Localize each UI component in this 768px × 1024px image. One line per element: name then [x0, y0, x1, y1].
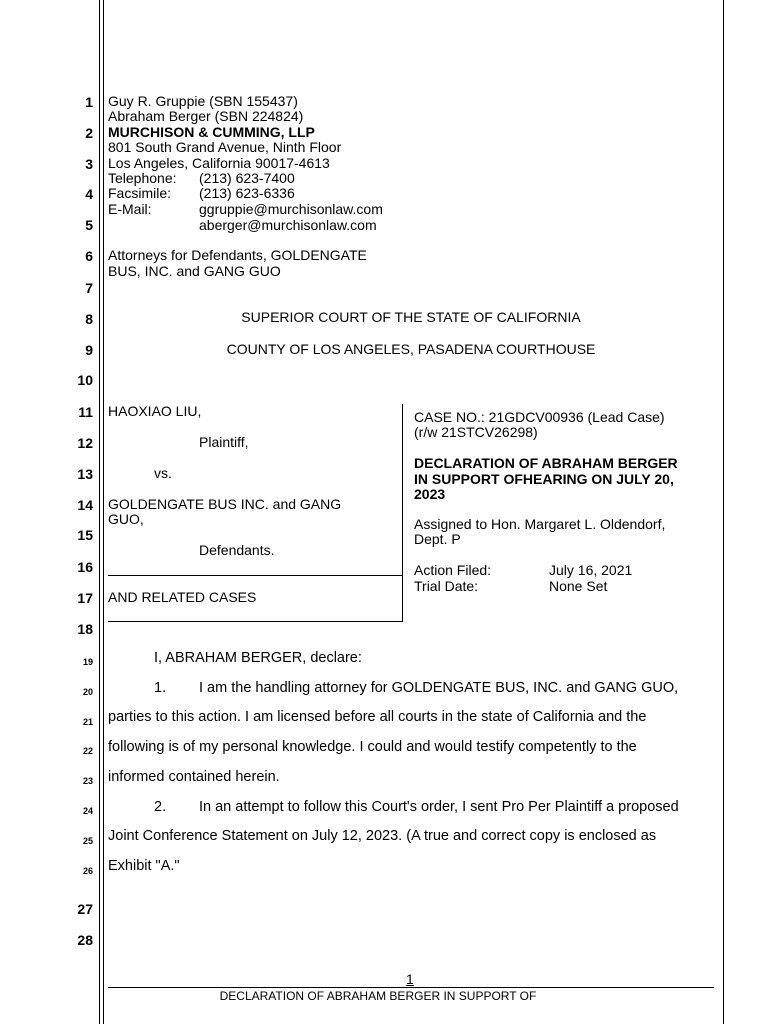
line-number: 15 [77, 527, 93, 543]
line-number: 5 [85, 217, 93, 233]
line-number: 17 [77, 590, 93, 606]
line-number: 21 [82, 717, 93, 727]
line-number: 1 [85, 94, 93, 110]
caption-divider [108, 575, 403, 576]
facsimile-label: Facsimile: [108, 185, 172, 201]
email-value-2: aberger@murchisonlaw.com [199, 217, 377, 233]
attorney-name-2: Abraham Berger (SBN 224824) [108, 108, 304, 124]
line-number: 16 [77, 559, 93, 575]
line-number: 8 [85, 311, 93, 327]
email-value-1: ggruppie@murchisonlaw.com [199, 201, 383, 217]
line-number: 14 [77, 497, 93, 513]
line-number: 19 [82, 657, 93, 667]
line-number: 22 [82, 746, 93, 756]
line-number: 10 [77, 372, 93, 388]
line-number: 26 [82, 866, 93, 876]
line-number: 7 [85, 280, 93, 296]
defendants-names-1: GOLDENGATE BUS INC. and GANG [108, 496, 342, 512]
declaration-intro: I, ABRAHAM BERGER, declare: [154, 650, 362, 666]
document-title-3: 2023 [414, 486, 446, 502]
court-name: SUPERIOR COURT OF THE STATE OF CALIFORNIA [241, 309, 581, 325]
paragraph-1-line-1: I am the handling attorney for GOLDENGATE BUS, INC. and GANG GUO, [199, 680, 679, 696]
court-county: COUNTY OF LOS ANGELES, PASADENA COURTHOUSE [226, 341, 596, 357]
plaintiff-name: HAOXIAO LIU, [108, 403, 202, 419]
case-number-1: CASE NO.: 21GDCV00936 (Lead Case) [414, 409, 665, 425]
document-title-2: IN SUPPORT OFHEARING ON JULY 20, [414, 471, 674, 487]
plaintiff-label: Plaintiff, [199, 434, 249, 450]
email-label: E-Mail: [108, 201, 152, 217]
footer-title: DECLARATION OF ABRAHAM BERGER IN SUPPORT OF [219, 989, 537, 1003]
attorneys-for-2: BUS, INC. and GANG GUO [108, 263, 281, 279]
caption-vertical-rule [402, 404, 403, 622]
line-number: 18 [77, 621, 93, 637]
line-number: 23 [82, 776, 93, 786]
attorneys-for-1: Attorneys for Defendants, GOLDENGATE [108, 247, 367, 263]
line-number: 9 [85, 342, 93, 358]
versus: vs. [154, 465, 172, 481]
line-number: 11 [78, 404, 93, 420]
paragraph-number-1: 1. [154, 680, 167, 696]
line-number: 3 [85, 156, 93, 172]
paragraph-2-line-3: Exhibit "A." [108, 858, 180, 874]
line-number: 12 [77, 435, 93, 451]
left-margin-rule-outer [99, 0, 100, 1024]
right-margin-rule [723, 0, 724, 1024]
paragraph-2-line-2: Joint Conference Statement on July 12, 2023. (A true and correct copy is enclosed as [108, 828, 657, 844]
telephone-value: (213) 623-7400 [199, 170, 295, 186]
firm-name: MURCHISON & CUMMING, LLP [108, 124, 315, 140]
assigned-judge-1: Assigned to Hon. Margaret L. Oldendorf, [414, 516, 666, 532]
line-number: 4 [85, 186, 93, 202]
line-number: 2 [85, 125, 93, 141]
attorney-name-1: Guy R. Gruppie (SBN 155437) [108, 93, 298, 109]
paragraph-number-2: 2. [154, 799, 167, 815]
action-filed-label: Action Filed: [414, 562, 492, 578]
trial-date-value: None Set [549, 578, 608, 594]
telephone-label: Telephone: [108, 170, 177, 186]
paragraph-2-line-1: In an attempt to follow this Court's order, I sent Pro Per Plaintiff a proposed [199, 799, 679, 815]
firm-address-1: 801 South Grand Avenue, Ninth Floor [108, 139, 342, 155]
line-number: 20 [82, 687, 93, 697]
left-margin-rule-inner [103, 0, 104, 1024]
page-number: 1 [406, 971, 414, 987]
footer-rule [108, 987, 714, 988]
trial-date-label: Trial Date: [414, 578, 479, 594]
paragraph-1-line-3: following is of my personal knowledge. I could and would testify competently to the [108, 739, 637, 755]
paragraph-1-line-4: informed contained herein. [108, 769, 280, 785]
firm-address-2: Los Angeles, California 90017-4613 [108, 155, 330, 171]
line-number: 27 [77, 901, 93, 917]
line-number: 24 [82, 806, 93, 816]
line-number: 25 [82, 836, 93, 846]
facsimile-value: (213) 623-6336 [199, 185, 295, 201]
paragraph-1-line-2: parties to this action. I am licensed before all courts in the state of California and the [108, 709, 647, 725]
case-number-2: (r/w 21STCV26298) [414, 424, 538, 440]
caption-bottom-rule [108, 621, 403, 622]
defendants-label: Defendants. [199, 542, 275, 558]
defendants-names-2: GUO, [108, 511, 144, 527]
line-number: 28 [77, 932, 93, 948]
line-number: 6 [85, 248, 93, 264]
line-number: 13 [77, 466, 93, 482]
assigned-judge-2: Dept. P [414, 531, 461, 547]
action-filed-value: July 16, 2021 [549, 562, 633, 578]
document-title-1: DECLARATION OF ABRAHAM BERGER [414, 455, 678, 471]
related-cases: AND RELATED CASES [108, 589, 257, 605]
